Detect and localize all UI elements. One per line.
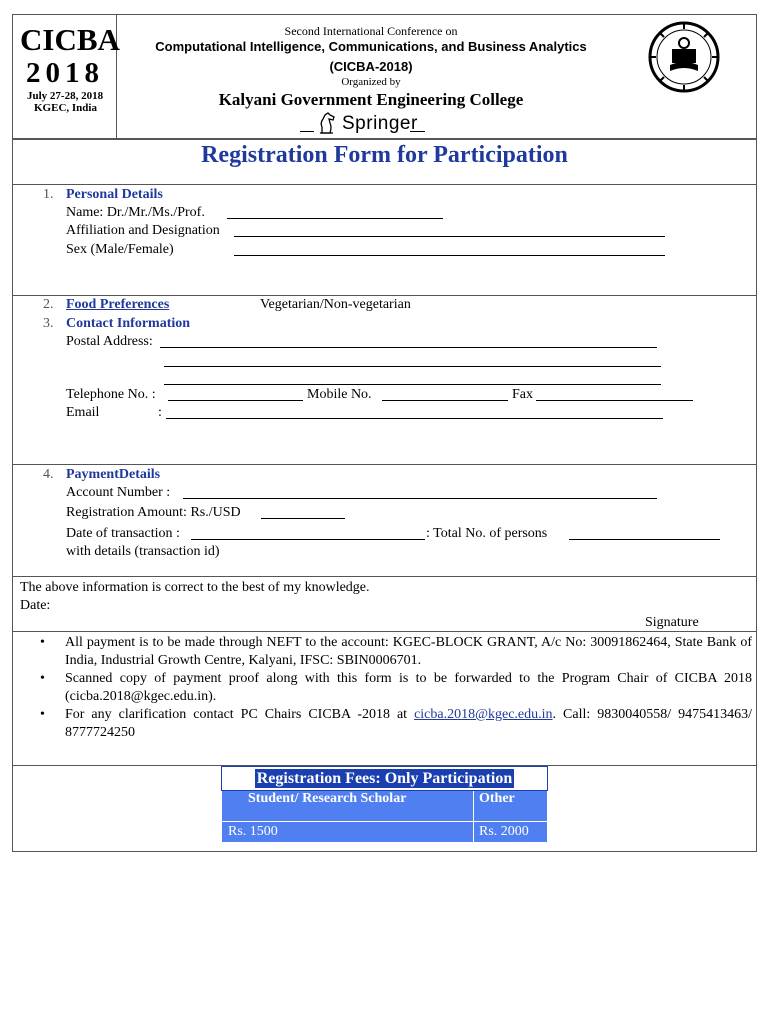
bullet-icon: •	[40, 707, 45, 722]
contact-email-link[interactable]: cicba.2018@kgec.edu.in	[414, 707, 553, 722]
amount-label: Registration Amount: Rs./USD	[66, 505, 241, 520]
affiliation-label: Affiliation and Designation	[66, 223, 220, 238]
contact-number: 3.	[43, 316, 54, 331]
email-colon: :	[158, 405, 162, 420]
note-contact	[20, 706, 752, 742]
account-field[interactable]	[183, 483, 657, 499]
telephone-label: Telephone No. :	[66, 387, 156, 402]
conference-place: KGEC, India	[34, 102, 97, 114]
postal-field-line-1[interactable]	[160, 332, 657, 348]
telephone-field[interactable]	[168, 385, 303, 401]
food-options[interactable]: Vegetarian/Non-vegetarian	[260, 297, 411, 312]
transaction-date-field[interactable]	[191, 524, 425, 540]
fax-field[interactable]	[536, 385, 693, 401]
fees-title: Registration Fees: Only Participation	[256, 770, 513, 787]
divider-payment	[12, 576, 757, 577]
note-scanned-copy	[20, 670, 752, 706]
kgec-seal-icon	[648, 19, 720, 99]
persons-label: : Total No. of persons	[426, 526, 548, 541]
payment-notes	[20, 634, 752, 742]
declaration-text: The above information is correct to the best of my knowledge.	[20, 580, 370, 595]
fees-header-other: Other	[474, 791, 548, 822]
transaction-details-label: with details (transaction id)	[66, 544, 220, 559]
springer-horse-icon	[316, 111, 338, 135]
bullet-icon: •	[40, 671, 45, 686]
sex-field[interactable]	[234, 240, 665, 256]
note-contact-post: . Call: 9830040558/ 9475413463/ 8777724250	[65, 707, 752, 740]
divider-title	[12, 184, 757, 185]
payment-number: 4.	[43, 467, 54, 482]
registration-fees-table	[221, 766, 548, 843]
divider-contact	[12, 464, 757, 465]
conference-acronym: (CICBA-2018)	[329, 59, 413, 74]
declaration-date-label: Date:	[20, 598, 51, 613]
springer-logo	[300, 111, 425, 139]
postal-label: Postal Address:	[66, 334, 153, 349]
personal-number: 1.	[43, 187, 54, 202]
fees-title-row	[222, 767, 548, 791]
fees-header-row	[222, 791, 548, 822]
conference-intro: Second International Conference on	[284, 24, 458, 38]
fees-header-student: Student/ Research Scholar	[222, 791, 474, 822]
fees-value-student: Rs. 1500	[222, 822, 474, 843]
springer-rule-right	[410, 131, 425, 132]
conference-title: Computational Intelligence, Communications, and Business Analytics	[155, 39, 587, 54]
food-heading: Food Preferences	[66, 297, 170, 312]
bullet-icon: •	[40, 635, 45, 650]
note-neft-text: All payment is to be made through NEFT to the account: KGEC-BLOCK GRANT, A/c No: 30091862464, State Bank of India, Industrial Growth Centre, Kalyani, IFSC: SBIN0006701.	[65, 635, 752, 668]
note-neft	[20, 634, 752, 670]
cicba-logo-text: CICBA	[20, 22, 120, 57]
name-label: Name: Dr./Mr./Ms./Prof.	[66, 205, 205, 220]
mobile-field[interactable]	[382, 385, 508, 401]
amount-field[interactable]	[261, 503, 345, 519]
personal-heading: Personal Details	[66, 187, 163, 202]
name-field[interactable]	[227, 203, 443, 219]
sex-label: Sex (Male/Female)	[66, 242, 174, 257]
fees-value-row	[222, 822, 548, 843]
transaction-date-label: Date of transaction :	[66, 526, 180, 541]
springer-wordmark: Springer	[342, 113, 418, 134]
note-contact-pre: For any clarification contact PC Chairs CICBA -2018 at	[65, 707, 415, 722]
fees-title-cell	[222, 767, 548, 791]
food-number: 2.	[43, 297, 54, 312]
form-title: Registration Form for Participation	[201, 142, 568, 168]
email-field[interactable]	[166, 403, 663, 419]
cicba-logo-year: 2018	[26, 57, 104, 89]
mobile-label: Mobile No.	[307, 387, 372, 402]
payment-heading: PaymentDetails	[66, 467, 161, 482]
college-name: Kalyani Government Engineering College	[218, 90, 524, 109]
account-label: Account Number :	[66, 485, 171, 500]
persons-field[interactable]	[569, 524, 720, 540]
fees-value-other: Rs. 2000	[474, 822, 548, 843]
signature-label: Signature	[645, 615, 699, 630]
postal-field-line-3[interactable]	[164, 369, 661, 385]
contact-heading: Contact Information	[66, 316, 191, 331]
affiliation-field[interactable]	[234, 221, 665, 237]
fax-label: Fax	[512, 387, 533, 402]
note-scanned-copy-text: Scanned copy of payment proof along with this form is to be forwarded to the Program Chair of CICBA 2018 (cicba.2018@kgec.edu.in).	[65, 671, 752, 704]
conference-date: July 27-28, 2018	[27, 90, 104, 102]
postal-field-line-2[interactable]	[164, 351, 661, 367]
springer-rule-left	[300, 131, 314, 132]
email-label: Email	[66, 405, 100, 420]
organized-by: Organized by	[341, 76, 401, 88]
